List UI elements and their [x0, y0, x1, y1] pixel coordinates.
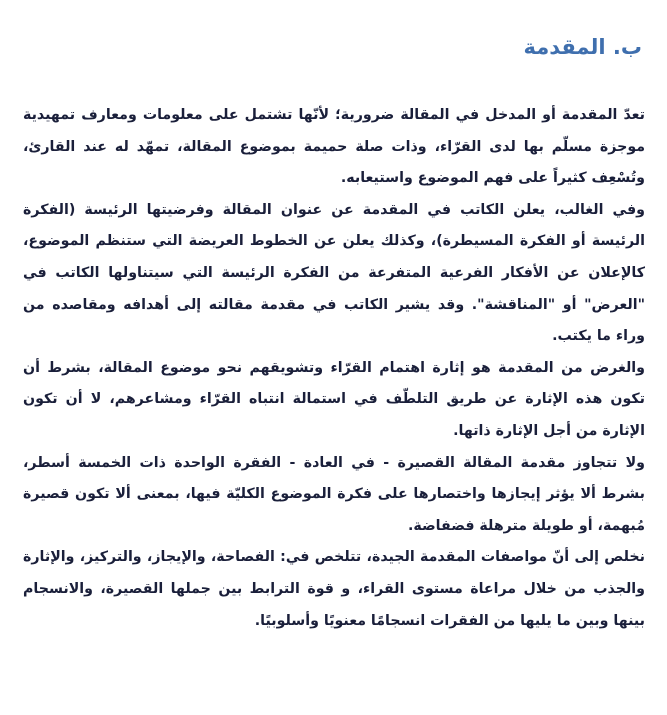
paragraph-purpose: والغرض من المقدمة هو إثارة اهتمام القرّاء وتشويقهم نحو موضوع المقالة، بشرط أن تكون هذه الإثارة عن طريق التلطّف في استمالة انتباه القرّاء ومشاعرهم، لا أن تكون الإثارة من أجل الإثارة ذاتها. — [23, 359, 645, 439]
section-heading: ب. المقدمة — [523, 35, 642, 59]
paragraph-thesis: وفي الغالب، يعلن الكاتب في المقدمة عن عنوان المقالة وفرضيتها الرئيسة (الفكرة الرئيسة أو الفكرة المسيطرة)، وكذلك يعلن عن الخطوط العريضة التي ستنظم الموضوع، كالإعلان عن الأفكار الفرعية المتفرعة من الفكرة الرئيسة التي سيتناولها الكاتب في "العرض" أو "المناقشة". وقد يشير الكاتب في مقدمة مقالته إلى أهدافه ومقاصده من وراء ما يكتب. — [23, 201, 645, 345]
section-body — [23, 100, 645, 637]
paragraph-conclusion: نخلص إلى أنّ مواصفات المقدمة الجيدة، تتلخص في: الفصاحة، والإيجاز، والتركيز، والإثارة والجذب من خلال مراعاة مستوى القراء، و قوة الترابط بين جملها القصيرة، والانسجام بينها وبين ما يليها من الفقرات انسجامًا معنويًا وأسلوبيًا. — [23, 549, 645, 629]
paragraph-length: ولا تتجاوز مقدمة المقالة القصيرة - في العادة - الفقرة الواحدة ذات الخمسة أسطر، بشرط ألا يؤثر إيجازها واختصارها على فكرة الموضوع الكليّة فيها، بمعنى ألا تكون قصيرة مُبهمة، أو طويلة مترهلة فضفاضة. — [23, 454, 645, 534]
paragraph-intro: تعدّ المقدمة أو المدخل في المقالة ضرورية؛ لأنّها تشتمل على معلومات ومعارف تمهيدية موجزة مسلّم بها لدى القرّاء، وذات صلة حميمة بموضوع المقالة، تمهّد له عند القارئ، وتُسْعِف كثيراً على فهم الموضوع واستيعابه. — [23, 107, 645, 187]
